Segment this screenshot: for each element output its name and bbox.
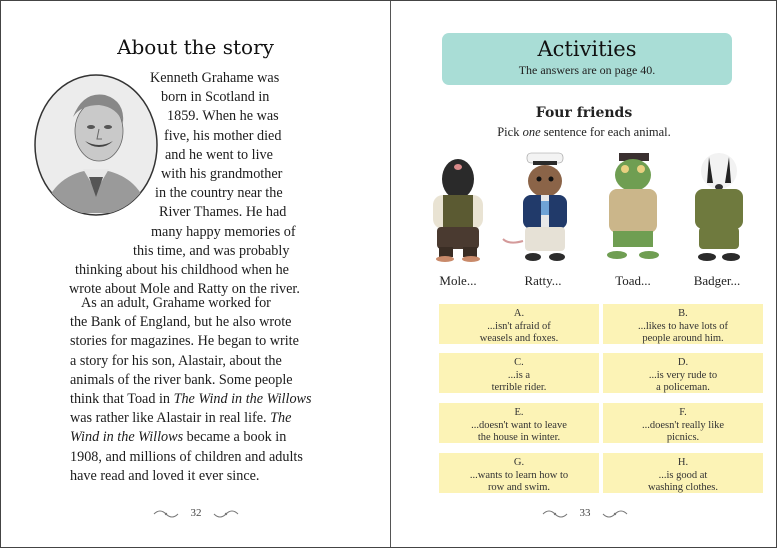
animal-label-ratty: Ratty... bbox=[524, 273, 562, 288]
option-text: ...is good at bbox=[658, 469, 708, 481]
option-text: ...isn't afraid of bbox=[487, 320, 551, 332]
text-line: this time, and was probably bbox=[133, 242, 290, 259]
option-card-e[interactable] bbox=[439, 403, 599, 443]
option-letter: C. bbox=[514, 357, 524, 368]
text-line: 1859. When he was bbox=[167, 108, 279, 125]
text-line: have read and loved it ever since. bbox=[70, 467, 260, 484]
text-line: with his grandmother bbox=[161, 166, 283, 183]
page-number-text: 33 bbox=[579, 507, 591, 519]
option-text: terrible rider. bbox=[491, 382, 547, 393]
text-line: in the country near the bbox=[155, 185, 283, 202]
animal-label-mole: Mole... bbox=[439, 273, 477, 288]
animal-label-badger: Badger... bbox=[693, 273, 741, 288]
text-line: stories for magazines. He began to write bbox=[70, 333, 299, 350]
option-card-a[interactable] bbox=[439, 304, 599, 344]
text-line: many happy memories of bbox=[151, 223, 296, 240]
flourish-icon bbox=[601, 508, 629, 520]
option-card-h[interactable] bbox=[603, 453, 763, 493]
option-text: picnics. bbox=[666, 432, 700, 443]
option-letter: G. bbox=[513, 457, 525, 468]
book-title-text: Wind in the Willows bbox=[70, 429, 184, 446]
option-card-b[interactable] bbox=[603, 304, 763, 344]
paragraph-1 bbox=[63, 69, 363, 299]
text-line: As an adult, Grahame worked for bbox=[81, 295, 271, 311]
option-text: people around him. bbox=[642, 333, 724, 344]
animal-label-toad: Toad... bbox=[615, 273, 651, 288]
option-card-g[interactable] bbox=[439, 453, 599, 493]
option-text: ...wants to learn how to bbox=[469, 469, 569, 481]
text-line: a story for his son, Alastair, about the bbox=[70, 352, 282, 369]
page-number bbox=[535, 504, 635, 526]
book-title-text: The bbox=[270, 410, 292, 427]
option-text: row and swim. bbox=[487, 482, 551, 493]
option-card-f[interactable] bbox=[603, 403, 763, 443]
text-line: five, his mother died bbox=[164, 127, 282, 144]
page-number-text: 32 bbox=[190, 507, 202, 519]
section-title: Four friends bbox=[535, 105, 633, 121]
text-line: Kenneth Grahame was bbox=[150, 70, 280, 86]
badger-illustration bbox=[683, 149, 755, 267]
page-title: About the story bbox=[117, 35, 274, 59]
activities-banner bbox=[442, 33, 732, 85]
option-text: the house in winter. bbox=[477, 432, 561, 443]
text-line: born in Scotland in bbox=[161, 89, 270, 106]
paragraph-2 bbox=[61, 294, 361, 486]
text-line: and he went to live bbox=[165, 146, 273, 163]
option-letter: E. bbox=[514, 407, 524, 418]
option-text: weasels and foxes. bbox=[479, 333, 559, 344]
option-letter: H. bbox=[677, 457, 689, 468]
left-page bbox=[1, 1, 390, 547]
banner-title: Activities bbox=[537, 37, 637, 61]
page-number bbox=[146, 504, 246, 526]
mole-illustration bbox=[419, 149, 497, 267]
text-line: River Thames. He had bbox=[159, 204, 287, 221]
instruction-text: Pick one sentence for each animal. bbox=[497, 125, 671, 139]
text-line: was rather like Alastair in real life. The bbox=[70, 410, 292, 427]
right-page bbox=[391, 1, 777, 547]
ratty-illustration bbox=[501, 149, 589, 267]
text-line: think that Toad in The Wind in the Willows bbox=[70, 391, 312, 408]
toad-illustration bbox=[595, 149, 671, 267]
option-card-c[interactable] bbox=[439, 353, 599, 393]
option-text: ...likes to have lots of bbox=[637, 320, 729, 332]
option-letter: D. bbox=[677, 357, 689, 368]
option-letter: A. bbox=[513, 308, 525, 319]
text-line: 1908, and millions of children and adults bbox=[70, 448, 303, 465]
option-text: ...doesn't want to leave bbox=[471, 419, 567, 431]
option-text: ...doesn't really like bbox=[641, 419, 725, 431]
banner-subtitle: The answers are on page 40. bbox=[518, 63, 656, 77]
flourish-icon bbox=[212, 508, 240, 520]
option-letter: B. bbox=[678, 308, 688, 319]
option-text: ...is a bbox=[507, 369, 531, 381]
text-line: thinking about his childhood when he bbox=[75, 262, 289, 279]
emphasis-text: one bbox=[522, 125, 541, 139]
option-text: ...is very rude to bbox=[648, 369, 718, 381]
option-letter: F. bbox=[679, 407, 687, 418]
option-card-d[interactable] bbox=[603, 353, 763, 393]
book-title-text: The Wind in the Willows bbox=[173, 391, 312, 408]
option-text: washing clothes. bbox=[648, 482, 718, 493]
text-line: wrote about Mole and Ratty on the river. bbox=[69, 281, 300, 298]
text-line: the Bank of England, but he also wrote bbox=[70, 314, 292, 331]
text-line: Wind in the Willows became a book in bbox=[70, 429, 287, 446]
text-line: animals of the river bank. Some people bbox=[70, 371, 293, 388]
option-text: a policeman. bbox=[656, 382, 710, 393]
